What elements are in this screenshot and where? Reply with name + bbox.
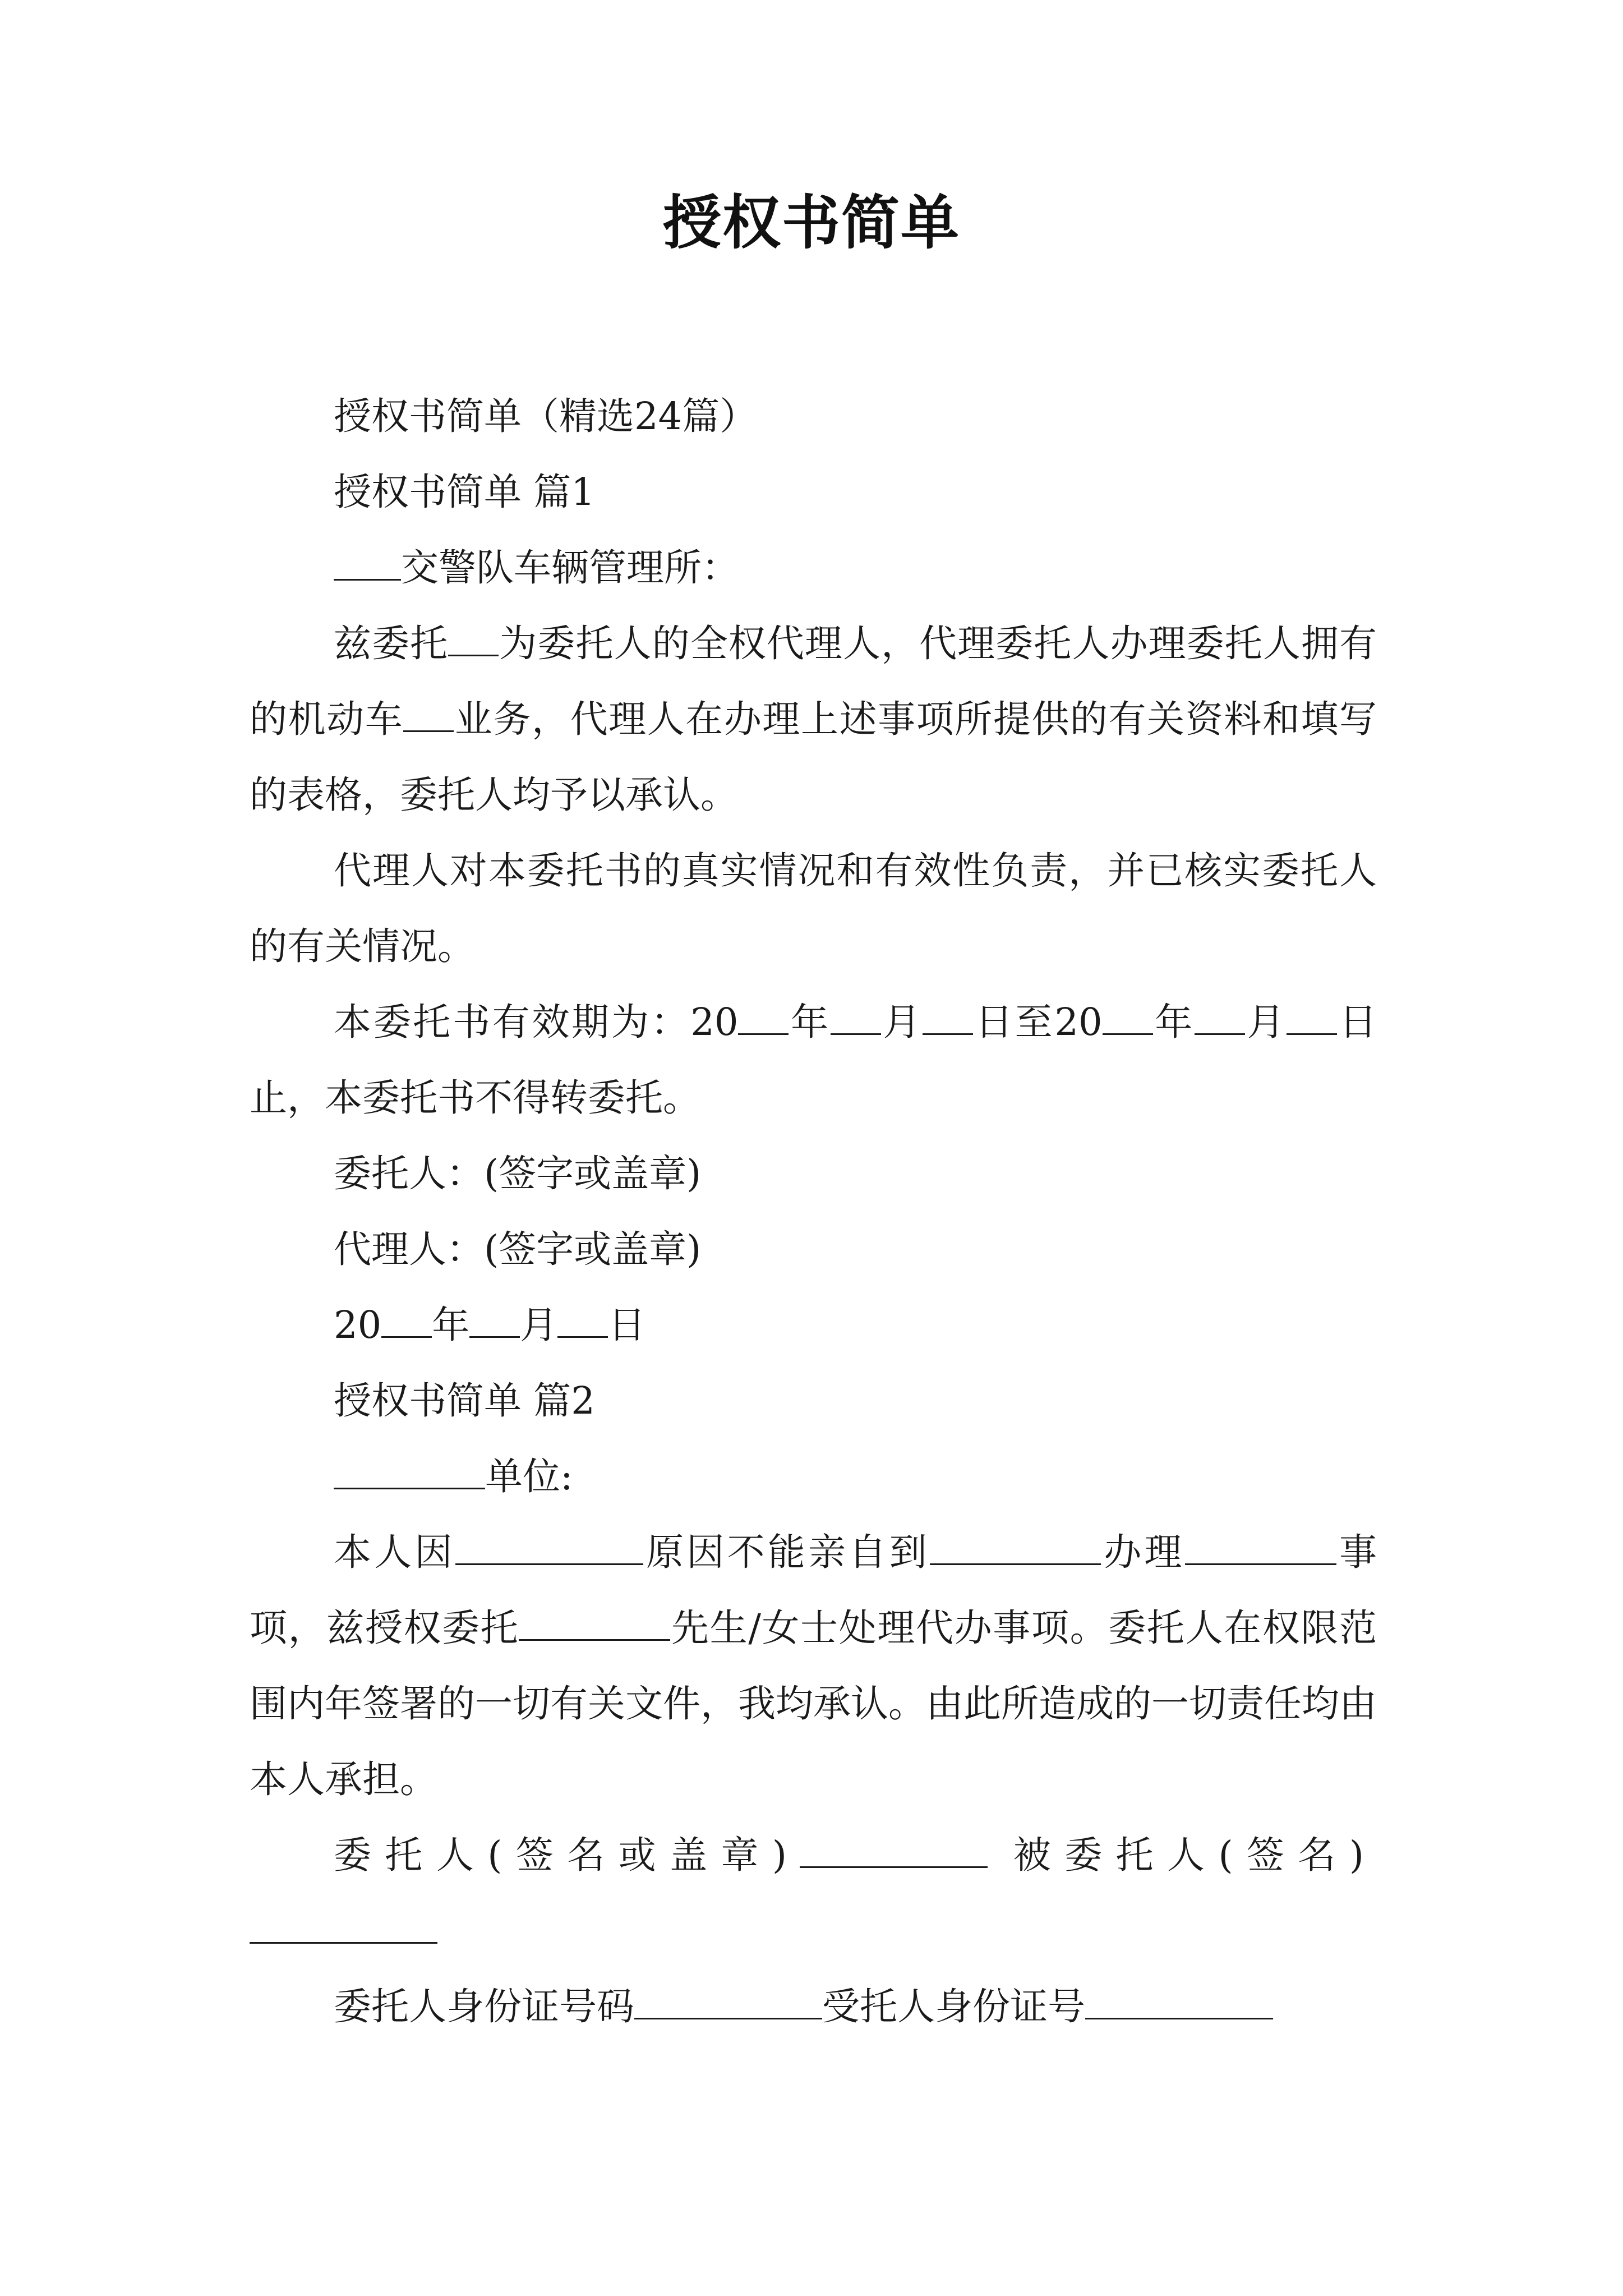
blank-field xyxy=(381,1304,432,1338)
id-number-line: 委托人身份证号码 受托人身份证号 xyxy=(250,1969,1377,2045)
blank-field xyxy=(455,1531,643,1565)
blank-field xyxy=(1195,1001,1245,1035)
blank-field xyxy=(831,1001,881,1035)
blank-field xyxy=(1085,1985,1273,2019)
principal-signature-line: 委托人：(签字或盖章) xyxy=(334,1152,702,1195)
blank-field xyxy=(250,1910,437,1944)
blank-field xyxy=(930,1531,1101,1565)
signature-pair-line: 委托人(签名或盖章) 被委托人(签名) xyxy=(250,1818,1377,1969)
section-heading-1: 授权书简单 篇1 xyxy=(334,470,595,514)
blank-field xyxy=(1103,1001,1153,1035)
paragraph-entrust: 兹委托 为委托人的全权代理人，代理委托人办理委托人拥有的机动车 业务，代理人在办理上述事项所提供的有关资料和填写的表格，委托人均予以承认。 xyxy=(250,622,1377,817)
addressee-line: 交警队车辆管理所： xyxy=(250,530,1377,606)
blank-field xyxy=(334,546,401,581)
blank-field xyxy=(519,1607,670,1641)
blank-field xyxy=(557,1304,608,1338)
section-heading-2: 授权书简单 篇2 xyxy=(334,1379,595,1423)
blank-field xyxy=(448,622,499,656)
agent-signature-line: 代理人：(签字或盖章) xyxy=(334,1227,702,1271)
document-body xyxy=(250,379,1377,2045)
blank-field xyxy=(334,1455,485,1489)
paragraph-authorization: 本人因 原因不能亲自到 办理 事项，兹授权委托 先生/女士处理代办事项。委托人在权限范围内年签署的一切有关文件，我均承认。由此所造成的一切责任均由本人承担。 xyxy=(250,1530,1377,1801)
date-line: 20 年 月 日 xyxy=(334,1303,646,1347)
blank-field xyxy=(634,1985,822,2019)
paragraph-responsibility: 代理人对本委托书的真实情况和有效性负责，并已核实委托人的有关情况。 xyxy=(250,849,1377,968)
blank-field xyxy=(1185,1531,1336,1565)
blank-field xyxy=(800,1834,988,1868)
blank-field xyxy=(738,1001,789,1035)
document-title: 授权书简单 xyxy=(662,188,960,257)
blank-field xyxy=(1287,1001,1337,1035)
intro-line: 授权书简单（精选24篇） xyxy=(334,394,758,438)
paragraph-validity: 本委托书有效期为：20 年 月 日至20 年 月 日止，本委托书不得转委托。 xyxy=(250,1000,1377,1120)
blank-field xyxy=(923,1001,973,1035)
blank-field xyxy=(403,698,454,732)
blank-field xyxy=(469,1304,520,1338)
unit-line: 单位: xyxy=(250,1439,1377,1515)
